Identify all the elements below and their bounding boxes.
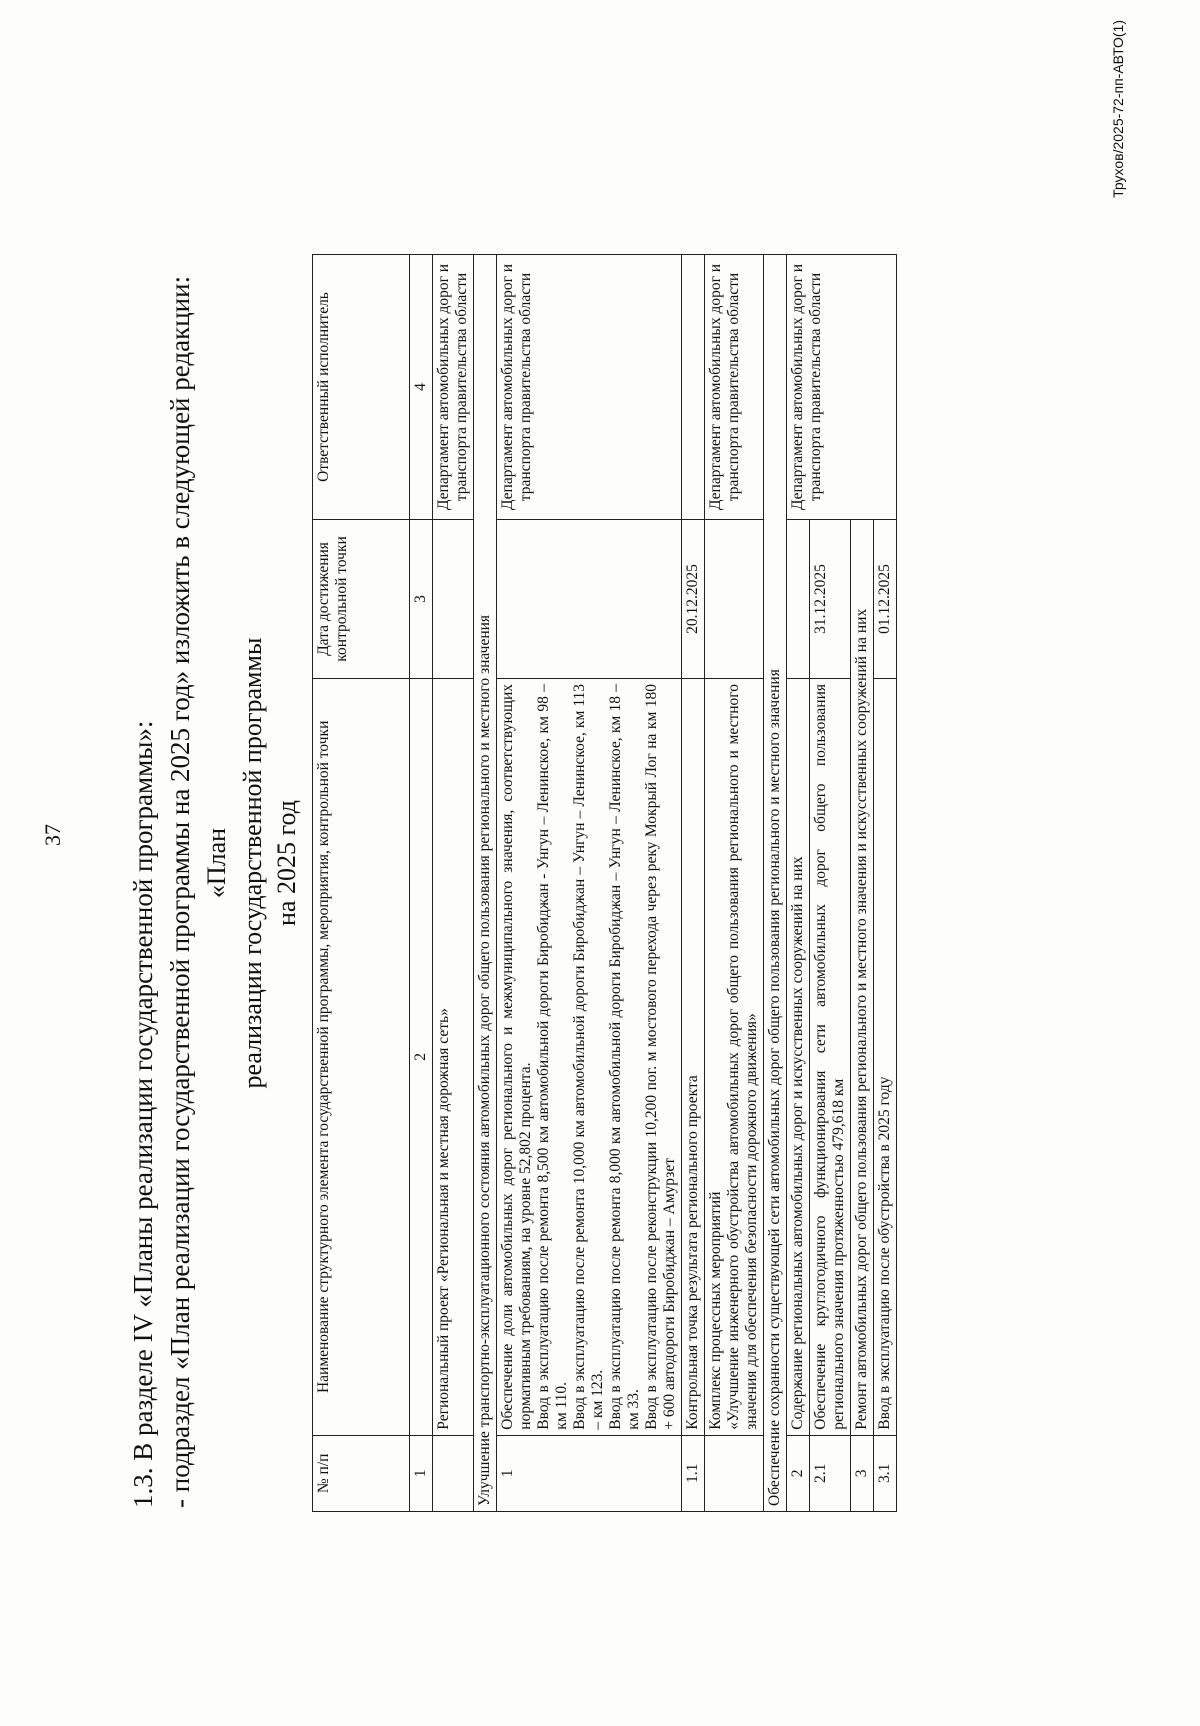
row-name [497, 678, 682, 1435]
row-date [787, 520, 810, 679]
row-number: 3.1 [874, 1435, 897, 1511]
task-text: Обеспечение доли автомобильных дорог регионального и межмуниципального значения, соответствующих нормативным требованиям, на уровне 52,802 процента. [499, 683, 534, 1430]
table-section-row [764, 255, 787, 1512]
header-date: Дата достижения контрольной точки [313, 520, 410, 679]
row-executor [682, 255, 705, 520]
table-row [682, 255, 705, 1512]
table-row [433, 255, 474, 1512]
plan-title-line-1: «План [202, 827, 231, 899]
header-name: Наименование структурного элемента государственной программы, мероприятия, контрольной точки [313, 678, 410, 1435]
section-heading: 1.3. В разделе IV «Планы реализации государственной программы»: [128, 720, 158, 1508]
header-number: № п/п [313, 1435, 410, 1511]
task-text: Ввод в эксплуатацию после ремонта 8,000 км автомобильной дороги Биробиджан – Унгун – Ленинское, км 18 – км 33. [607, 683, 642, 1430]
row-name: Региональный проект «Региональная и местная дорожная сеть» [433, 678, 474, 1435]
section-goal: Обеспечение сохранности существующей сети автомобильных дорог общего пользования регионального и местного значения [764, 255, 787, 1512]
task-text: Ввод в эксплуатацию после ремонта 10,000 км автомобильной дороги Биробиджан – Унгун – Ленинское, км 113 – км 123. [571, 683, 606, 1430]
plan-table [312, 254, 897, 1512]
table-row [787, 255, 810, 1512]
row-date [433, 520, 474, 679]
row-name: Содержание региональных автомобильных дорог и искусственных сооружений на них [787, 678, 810, 1435]
column-numbers-row [410, 255, 433, 1512]
row-number: 2.1 [810, 1435, 851, 1511]
column-number: 3 [410, 520, 433, 679]
row-number: 2 [787, 1435, 810, 1511]
table-row [497, 255, 682, 1512]
section-goal: Улучшение транспортно-эксплуатационного состояния автомобильных дорог общего пользования регионального и местного значения [474, 255, 497, 1512]
row-date: 20.12.2025 [682, 520, 705, 679]
column-number: 2 [410, 678, 433, 1435]
row-executor: Департамент автомобильных дорог и транспорта правительства области [787, 255, 897, 520]
row-date: 01.12.2025 [874, 520, 897, 679]
table-header-row [313, 255, 410, 1512]
row-date: 31.12.2025 [810, 520, 851, 679]
header-executor: Ответственный исполнитель [313, 255, 410, 520]
table-section-row [474, 255, 497, 1512]
plan-title-line-2: реализации государственной программы [238, 637, 267, 1089]
row-name: Ввод в эксплуатацию после обустройства в 2025 году [874, 678, 897, 1435]
row-executor: Департамент автомобильных дорог и транспорта правительства области [433, 255, 474, 520]
row-date [705, 520, 764, 679]
row-name: Обеспечение круглогодичного функционирования сети автомобильных дорог общего пользования регионального значения протяженностью 479,618 км [810, 678, 851, 1435]
row-name: Контрольная точка результата регионального проекта [682, 678, 705, 1435]
row-number: 1 [497, 1435, 682, 1511]
row-name: Ремонт автомобильных дорог общего пользования регионального и местного значения и искусственных сооружений на них [851, 520, 874, 1436]
row-date [497, 520, 682, 679]
row-number: 3 [851, 1435, 874, 1511]
complex-text: «Улучшение инженерного обустройства автомобильных дорог общего пользования регионального и местного значения для обеспечения безопасности дорожного движения» [725, 683, 760, 1430]
plan-title-line-3: на 2025 год [272, 800, 301, 926]
row-executor: Департамент автомобильных дорог и транспорта правительства области [705, 255, 764, 520]
complex-text: Комплекс процессных мероприятий [707, 1191, 724, 1430]
table-row [705, 255, 764, 1512]
page-number: 37 [40, 824, 65, 846]
task-text: Ввод в эксплуатацию после ремонта 8,500 км автомобильной дороги Биробиджан - Унгун – Ленинское, км 98 – км 110. [535, 683, 570, 1430]
column-number: 4 [410, 255, 433, 520]
task-text: Ввод в эксплуатацию после реконструкции 10,200 пог. м мостового перехода через реку Мокрый Лог на км 180 + 600 автодороги Биробиджан – Амурзет [643, 683, 678, 1430]
row-number [433, 1435, 474, 1511]
row-executor: Департамент автомобильных дорог и транспорта правительства области [497, 255, 682, 520]
row-name [705, 678, 764, 1435]
row-number [705, 1435, 764, 1511]
column-number: 1 [410, 1435, 433, 1511]
document-footer-code: Трухов/2025-72-пп-АВТО(1) [1110, 20, 1126, 198]
row-number: 1.1 [682, 1435, 705, 1511]
subsection-heading: - подраздел «План реализации государственной программы на 2025 год» изложить в следующей редакции: [165, 275, 195, 1508]
